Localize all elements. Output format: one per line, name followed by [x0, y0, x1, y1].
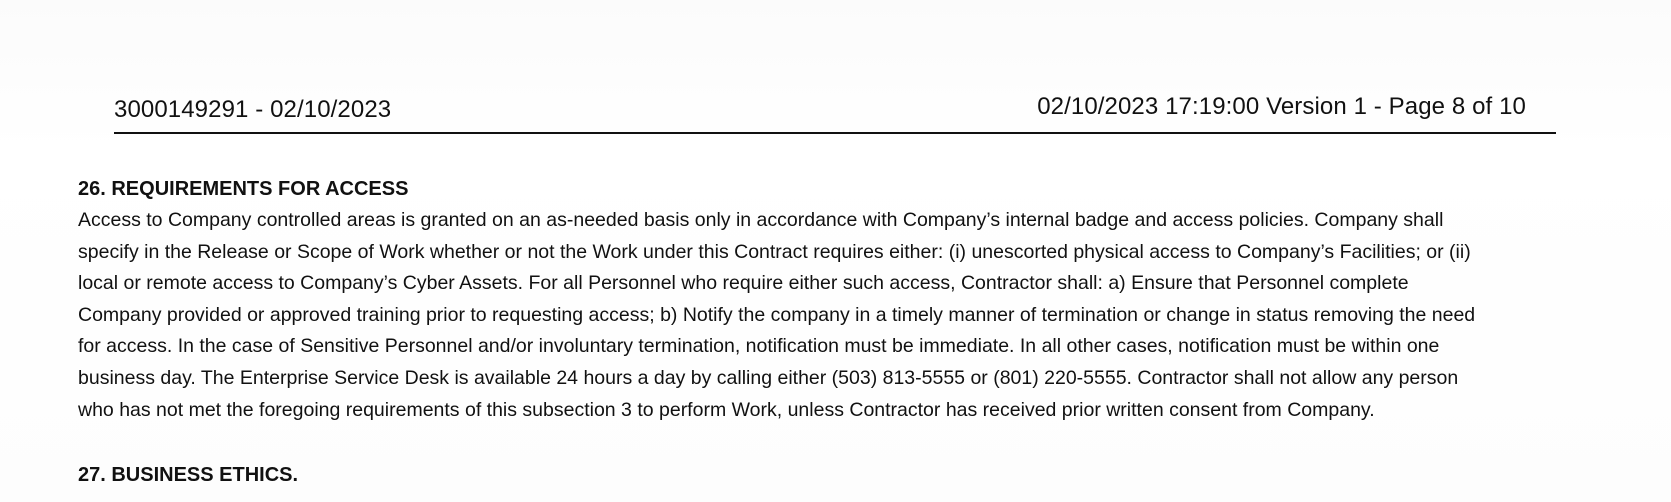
paragraph-line: Company provided or approved training prior to requesting access; b) Notify the company in a timely manner of termination or change in status removing the need [78, 303, 1476, 326]
document-id-date: 3000149291 - 02/10/2023 [114, 96, 392, 123]
page-header [114, 92, 1526, 136]
paragraph-line: local or remote access to Company’s Cyber Assets. For all Personnel who require either such access, Contractor shall: a) Ensure that Personnel complete [78, 272, 1409, 295]
section-title: 26. REQUIREMENTS FOR ACCESS [78, 178, 409, 200]
paragraph-line: business day. The Enterprise Service Desk is available 24 hours a day by calling either (503) 813-5555 or (801) 220-5555. Contractor shall not allow any person [78, 366, 1459, 389]
header-divider [114, 132, 1556, 134]
section-title: 27. BUSINESS ETHICS. [78, 464, 299, 486]
section-26 [78, 177, 1638, 426]
paragraph-line: who has not met the foregoing requirements of this subsection 3 to perform Work, unless Contractor has received prior written consent from Company. [78, 398, 1375, 421]
paragraph-line: specify in the Release or Scope of Work whether or not the Work under this Contract requires either: (i) unescorted physical access to Company’s Facilities; or (ii) [78, 240, 1471, 263]
version-page-info: 02/10/2023 17:19:00 Version 1 - Page 8 of 10 [1037, 93, 1526, 120]
section-body [78, 205, 1638, 426]
paragraph-line: for access. In the case of Sensitive Personnel and/or involuntary termination, notification must be immediate. In all other cases, notification must be within one [78, 335, 1440, 358]
paragraph-line: Access to Company controlled areas is granted on an as-needed basis only in accordance with Company’s internal badge and access policies. Company shall [78, 209, 1444, 231]
section-27 [78, 463, 1638, 491]
